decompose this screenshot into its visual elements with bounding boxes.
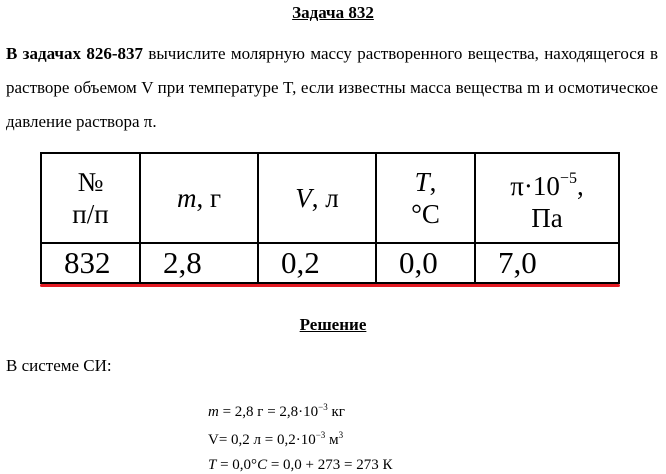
header-pressure-unit: Па xyxy=(531,202,563,233)
table-header-row xyxy=(41,153,619,243)
task-text: вычислите молярную массу растворенного вещества, находящегося в растворе объемом V при температуре T, если известны масса вещества m и осмотическое давление раствора π. xyxy=(6,44,658,131)
formula-temperature xyxy=(208,457,392,474)
header-mass xyxy=(140,153,258,243)
solution-title: Решение xyxy=(299,315,367,334)
task-description xyxy=(6,37,658,139)
formula-temp-result: = 0,0 + 273 = 273 К xyxy=(267,457,393,473)
header-pressure-comma: , xyxy=(576,170,584,201)
header-mass-unit: , г xyxy=(196,183,222,213)
header-pressure-exp: −5 xyxy=(559,169,577,187)
formula-mass-var: m xyxy=(208,404,219,420)
cell-pressure: 7,0 xyxy=(475,243,619,283)
formula-mass-exp: −3 xyxy=(318,402,328,412)
red-underline xyxy=(40,284,620,287)
cell-mass: 2,8 xyxy=(140,243,258,283)
cell-temperature: 0,0 xyxy=(376,243,475,283)
cell-number: 832 xyxy=(41,243,140,283)
formula-volume-unit-exp: 3 xyxy=(338,430,344,440)
formula-volume-unit: м xyxy=(325,432,339,448)
header-number-line2: п/п xyxy=(72,199,109,229)
header-temp-var: T xyxy=(414,167,430,197)
data-table xyxy=(40,152,620,284)
formula-volume xyxy=(208,430,343,449)
header-volume-unit: , л xyxy=(311,183,339,213)
header-pressure xyxy=(475,153,619,243)
header-number-line1: № xyxy=(77,167,104,197)
cell-volume: 0,2 xyxy=(258,243,376,283)
formula-mass-text: = 2,8 г = 2,8·10 xyxy=(218,404,319,420)
formula-mass xyxy=(208,402,345,421)
formula-volume-text: V= 0,2 л = 0,2·10 xyxy=(208,432,316,448)
header-temp-unit: °C xyxy=(411,199,440,229)
formula-mass-unit: кг xyxy=(327,404,345,420)
formula-temp-text: = 0,0° xyxy=(216,457,258,473)
header-volume xyxy=(258,153,376,243)
header-number xyxy=(41,153,140,243)
header-mass-var: m xyxy=(176,183,197,213)
header-temperature: T, °C xyxy=(376,153,475,243)
formula-volume-exp: −3 xyxy=(315,430,326,440)
si-system-label: В системе СИ: xyxy=(6,356,112,375)
header-volume-var: V xyxy=(295,183,312,213)
header-pressure-prefix: π·10 xyxy=(510,170,560,201)
task-title: Задача 832 xyxy=(292,3,374,22)
formula-temp-var: T xyxy=(208,457,217,473)
task-range: В задачах 826-837 xyxy=(6,44,143,63)
table-row xyxy=(41,243,619,283)
formula-temp-c: C xyxy=(257,457,268,473)
